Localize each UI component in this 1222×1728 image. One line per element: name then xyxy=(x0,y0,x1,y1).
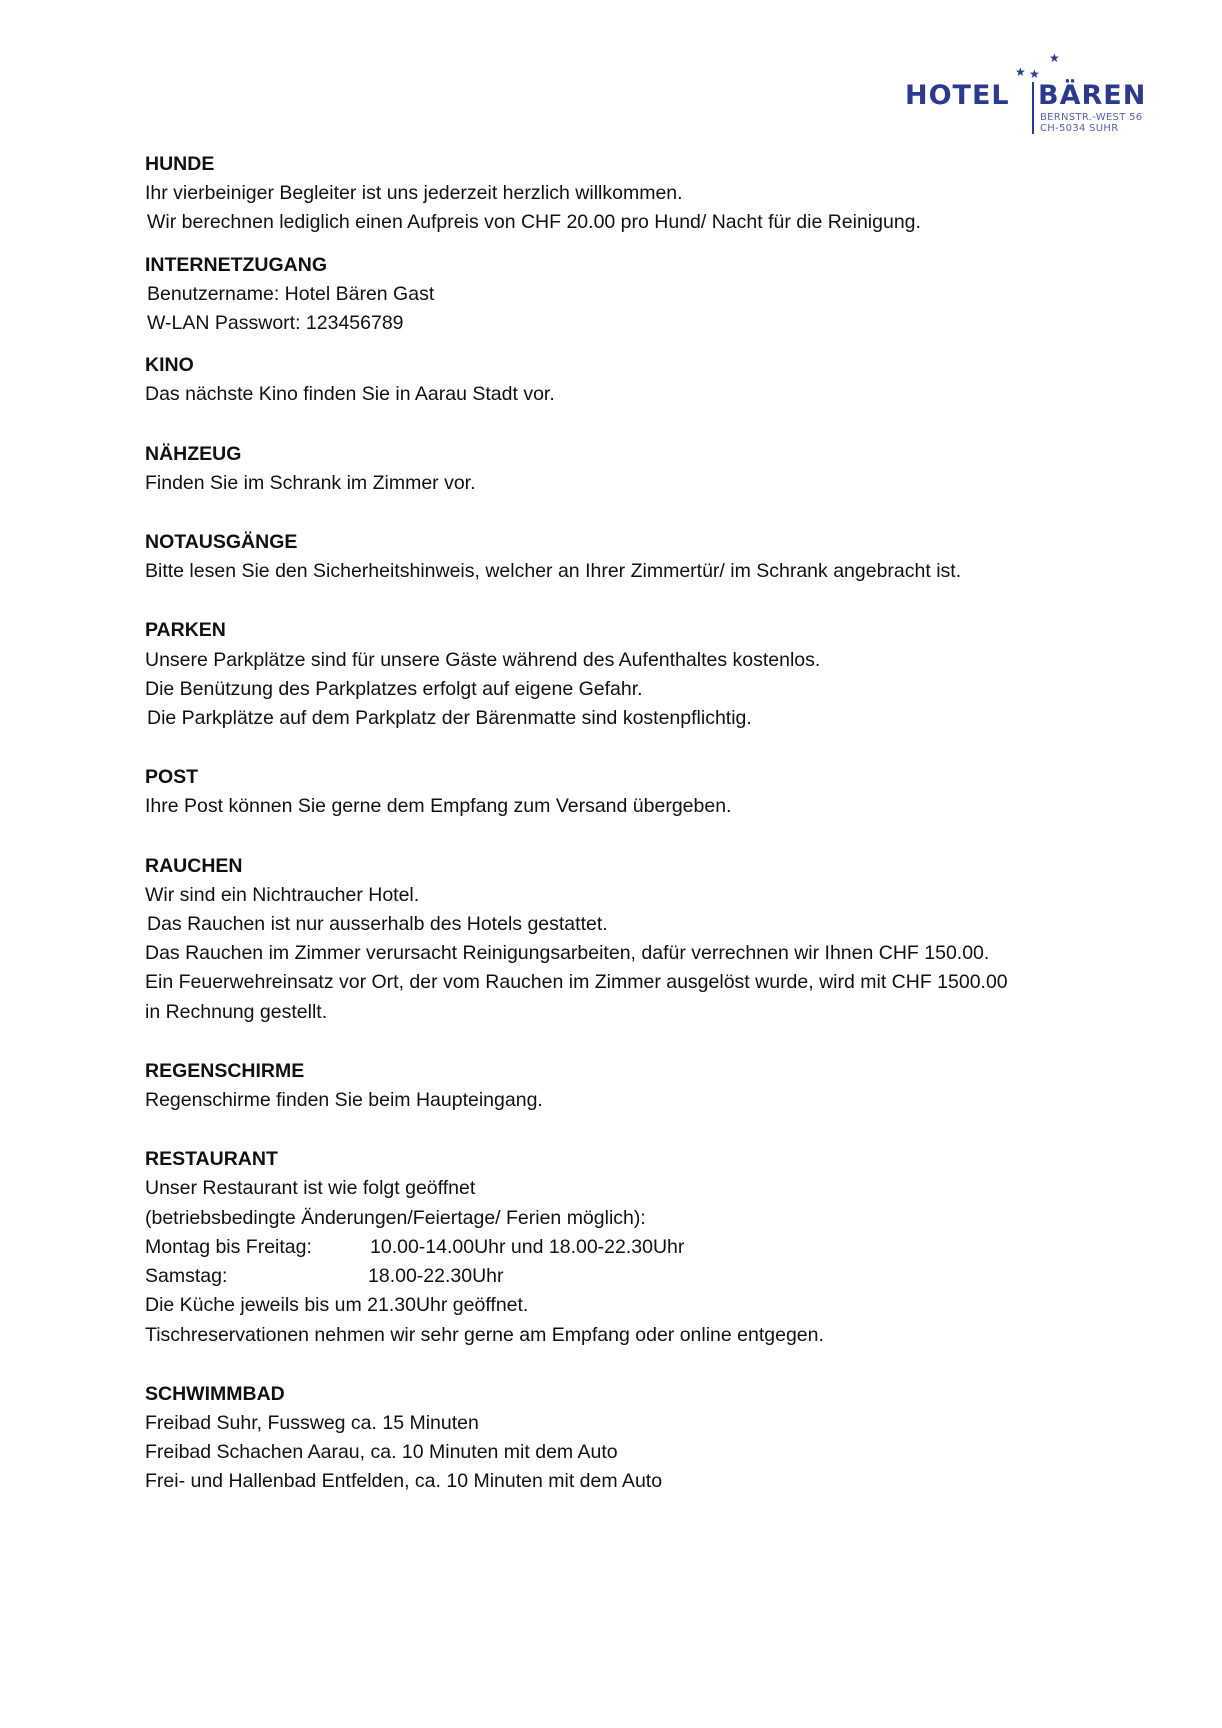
text-line: in Rechnung gestellt. xyxy=(145,1000,328,1023)
section-heading: SCHWIMMBAD xyxy=(145,1382,285,1405)
section-regenschirme xyxy=(145,1057,1125,1115)
opening-day: Montag bis Freitag: xyxy=(145,1235,312,1258)
opening-time: 10.00-14.00Uhr und 18.00-22.30Uhr xyxy=(370,1235,685,1258)
document-body xyxy=(145,150,1125,1497)
logo-address-city: CH-5034 SUHR xyxy=(1040,123,1119,134)
section-heading: HUNDE xyxy=(145,153,215,175)
text-line: Tischreservationen nehmen wir sehr gerne am Empfang oder online entgegen. xyxy=(145,1323,824,1346)
text-line: Unser Restaurant ist wie folgt geöffnet xyxy=(145,1177,476,1200)
text-line: Unsere Parkplätze sind für unsere Gäste während des Aufenthaltes kostenlos. xyxy=(145,648,821,671)
text-line: Wir berechnen lediglich einen Aufpreis von CHF 20.00 pro Hund/ Nacht für die Reinigung. xyxy=(147,211,921,234)
section-kino xyxy=(145,351,1125,409)
section-heading: RESTAURANT xyxy=(145,1148,278,1171)
text-line: Die Küche jeweils bis um 21.30Uhr geöffnet. xyxy=(145,1294,529,1317)
text-line: Benutzername: Hotel Bären Gast xyxy=(147,282,435,305)
section-heading: PARKEN xyxy=(145,619,226,642)
text-line: Bitte lesen Sie den Sicherheitshinweis, welcher an Ihrer Zimmertür/ im Schrank angebracht ist. xyxy=(145,560,962,583)
section-naehzeug xyxy=(145,440,1125,498)
text-line: Die Benützung des Parkplatzes erfolgt auf eigene Gefahr. xyxy=(145,677,643,700)
logo-address-street: BERNSTR.-WEST 56 xyxy=(1040,112,1143,123)
section-heading: NÄHZEUG xyxy=(145,442,242,465)
section-heading: KINO xyxy=(145,354,194,377)
text-line: Freibad Suhr, Fussweg ca. 15 Minuten xyxy=(145,1411,479,1434)
text-line: Finden Sie im Schrank im Zimmer vor. xyxy=(145,471,476,494)
opening-hours-row xyxy=(145,1233,1125,1262)
hotel-logo xyxy=(905,52,1175,136)
opening-day: Samstag: xyxy=(145,1265,228,1288)
logo-word-baren: BÄREN xyxy=(1038,80,1147,111)
section-hunde xyxy=(145,150,1125,238)
section-heading: REGENSCHIRME xyxy=(145,1059,305,1082)
text-line: Frei- und Hallenbad Entfelden, ca. 10 Minuten mit dem Auto xyxy=(145,1470,663,1493)
text-line: Ein Feuerwehreinsatz vor Ort, der vom Rauchen im Zimmer ausgelöst wurde, wird mit CHF 1500.00 xyxy=(145,971,1008,994)
text-line: Das Rauchen ist nur ausserhalb des Hotels gestattet. xyxy=(147,913,608,936)
text-line: Die Parkplätze auf dem Parkplatz der Bärenmatte sind kostenpflichtig. xyxy=(147,707,752,730)
section-restaurant xyxy=(145,1145,1125,1349)
text-line: Wir sind ein Nichtraucher Hotel. xyxy=(145,883,420,906)
section-rauchen xyxy=(145,852,1125,1027)
section-parken xyxy=(145,616,1125,733)
section-internet xyxy=(145,251,1125,339)
section-schwimmbad xyxy=(145,1380,1125,1497)
text-line: W-LAN Passwort: 123456789 xyxy=(147,312,404,335)
text-line: Das nächste Kino finden Sie in Aarau Stadt vor. xyxy=(145,383,555,406)
section-heading: POST xyxy=(145,766,199,789)
section-heading: INTERNETZUGANG xyxy=(145,253,327,276)
text-line: Das Rauchen im Zimmer verursacht Reinigungsarbeiten, dafür verrechnen wir Ihnen CHF 150.00. xyxy=(145,942,990,965)
stars-icon: ★ ★ ★ xyxy=(1015,51,1060,81)
section-notausgaenge xyxy=(145,528,1125,586)
section-post xyxy=(145,763,1125,821)
section-heading: NOTAUSGÄNGE xyxy=(145,531,298,554)
opening-hours-row xyxy=(145,1262,1125,1291)
text-line: Regenschirme finden Sie beim Haupteingang. xyxy=(145,1089,543,1112)
text-line: Ihre Post können Sie gerne dem Empfang zum Versand übergeben. xyxy=(145,795,732,818)
text-line: Freibad Schachen Aarau, ca. 10 Minuten mit dem Auto xyxy=(145,1441,618,1464)
section-heading: RAUCHEN xyxy=(145,854,243,877)
text-line: (betriebsbedingte Änderungen/Feiertage/ Ferien möglich): xyxy=(145,1206,646,1229)
logo-divider xyxy=(1032,82,1034,134)
logo-word-hotel: HOTEL xyxy=(905,80,1010,111)
opening-time: 18.00-22.30Uhr xyxy=(368,1265,504,1288)
text-line: Ihr vierbeiniger Begleiter ist uns jederzeit herzlich willkommen. xyxy=(145,182,683,205)
